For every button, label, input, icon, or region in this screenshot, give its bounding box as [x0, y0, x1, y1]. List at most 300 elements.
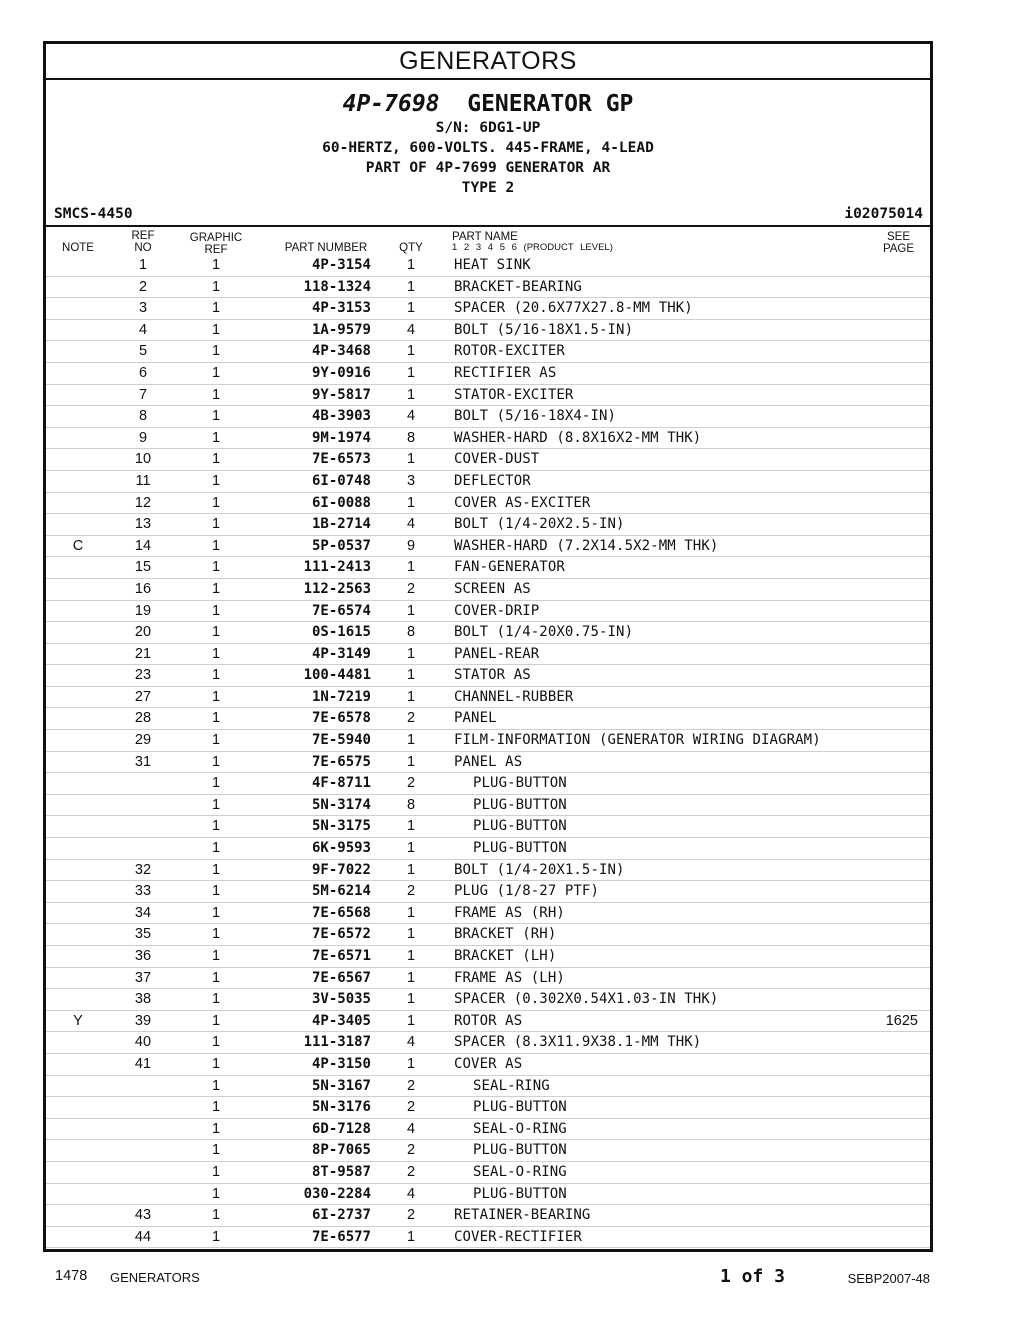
graphic-ref-cell: 1	[211, 1077, 221, 1094]
part-number-cell: 5M-6214	[311, 883, 371, 900]
table-row	[46, 449, 930, 471]
graphic-ref-cell: 1	[211, 321, 221, 338]
table-row	[46, 298, 930, 320]
qty-cell: 1	[406, 688, 416, 705]
part-name-cell: RETAINER-BEARING	[454, 1207, 591, 1224]
ref-no-cell: 21	[134, 645, 152, 662]
graphic-ref-cell: 1	[211, 645, 221, 662]
table-row	[46, 708, 930, 730]
qty-cell: 4	[406, 321, 416, 338]
ref-no-cell: 11	[135, 472, 151, 489]
part-number-cell: 4P-3405	[311, 1012, 371, 1029]
ref-no-cell: 27	[134, 688, 152, 705]
col-qty: QTY	[399, 242, 423, 254]
part-name-cell: PLUG-BUTTON	[473, 775, 567, 792]
qty-cell: 1	[406, 861, 416, 878]
group-part-number: 4P-7698	[342, 91, 440, 117]
table-row	[46, 665, 930, 687]
table-row	[46, 1011, 930, 1033]
table-row	[46, 795, 930, 817]
qty-cell: 1	[406, 926, 416, 943]
part-number-cell: 9Y-0916	[311, 364, 371, 381]
part-name-cell: BRACKET (RH)	[454, 926, 557, 943]
table-row	[46, 752, 930, 774]
graphic-ref-cell: 1	[211, 429, 221, 446]
qty-cell: 4	[406, 1034, 416, 1051]
graphic-ref-cell: 1	[211, 861, 221, 878]
ref-no-cell: 19	[134, 602, 152, 619]
ref-no-cell: 1	[138, 257, 148, 273]
part-number-cell: 7E-6572	[311, 926, 371, 943]
qty-cell: 2	[406, 883, 416, 900]
footer-page-number: 1478	[55, 1268, 88, 1284]
graphic-ref-cell: 1	[211, 343, 221, 360]
ref-no-cell: 39	[134, 1012, 152, 1029]
part-name-cell: BRACKET (LH)	[454, 948, 557, 964]
ref-no-cell: 28	[134, 710, 152, 727]
group-title	[46, 90, 930, 118]
part-number-cell: 6D-7128	[311, 1120, 371, 1137]
table-row	[46, 536, 930, 558]
part-number-cell: 5N-3167	[311, 1077, 371, 1094]
part-number-cell: 4P-3149	[311, 645, 371, 662]
qty-cell: 1	[406, 602, 416, 619]
ref-no-cell: 35	[134, 926, 152, 943]
part-number-cell: 112-2563	[303, 580, 371, 597]
qty-cell: 1	[406, 991, 416, 1008]
graphic-ref-cell: 1	[211, 257, 221, 273]
part-number-cell: 5N-3176	[311, 1099, 371, 1116]
table-row	[46, 1076, 930, 1098]
qty-cell: 1	[406, 300, 416, 317]
table-row	[46, 1227, 930, 1249]
table-row	[46, 363, 930, 385]
graphic-ref-cell: 1	[211, 732, 221, 749]
part-number-cell: 6I-0748	[311, 472, 371, 489]
table-row	[46, 1054, 930, 1076]
col-part-name: PART NAME	[452, 231, 518, 243]
spec-line: 60-HERTZ, 600-VOLTS. 445-FRAME, 4-LEAD	[322, 140, 654, 156]
ref-no-cell: 32	[134, 861, 152, 878]
qty-cell: 2	[406, 1163, 416, 1180]
part-number-cell: 4P-3153	[311, 300, 371, 317]
col-graphic-ref-line1: GRAPHIC	[189, 232, 243, 244]
ref-no-cell: 31	[134, 753, 152, 770]
part-name-cell: COVER-DUST	[454, 451, 540, 468]
graphic-ref-cell: 1	[211, 1120, 221, 1137]
graphic-ref-cell: 1	[211, 1185, 221, 1202]
graphic-ref-cell: 1	[211, 1034, 221, 1051]
graphic-ref-cell: 1	[211, 1012, 221, 1029]
col-ref-no-line2: NO	[134, 242, 152, 254]
qty-cell: 3	[406, 472, 416, 489]
ref-no-cell: 33	[134, 883, 152, 900]
qty-cell: 2	[406, 1099, 416, 1116]
table-row	[46, 838, 930, 860]
note-cell: Y	[73, 1012, 83, 1029]
graphic-ref-cell: 1	[211, 948, 221, 964]
table-row	[46, 968, 930, 990]
part-number-cell: 7E-6567	[311, 969, 371, 986]
part-name-cell: COVER AS-EXCITER	[454, 494, 591, 511]
part-name-cell: COVER-DRIP	[454, 602, 540, 619]
part-name-cell: COVER-RECTIFIER	[454, 1228, 582, 1245]
col-graphic-ref-line2: REF	[204, 244, 228, 256]
table-row	[46, 1162, 930, 1184]
part-name-cell: BOLT (5/16-18X1.5-IN)	[454, 321, 634, 338]
graphic-ref-cell: 1	[211, 969, 221, 986]
serial-number: S/N: 6DG1-UP	[435, 120, 541, 136]
part-name-cell: WASHER-HARD (8.8X16X2-MM THK)	[454, 429, 702, 446]
graphic-ref-cell: 1	[211, 1228, 221, 1245]
part-name-cell: PLUG (1/8-27 PTF)	[454, 883, 599, 900]
graphic-ref-cell: 1	[211, 926, 221, 943]
part-number-cell: 030-2284	[303, 1185, 371, 1202]
part-number-cell: 1A-9579	[311, 321, 371, 338]
part-number-cell: 6I-2737	[311, 1207, 371, 1224]
part-number-cell: 4B-3903	[311, 408, 371, 425]
col-see-page	[876, 231, 921, 255]
table-row	[46, 1140, 930, 1162]
note-cell: C	[72, 537, 84, 554]
graphic-ref-cell: 1	[211, 883, 221, 900]
part-name-cell: PLUG-BUTTON	[473, 1099, 567, 1116]
table-row	[46, 255, 930, 277]
ref-no-cell: 10	[134, 451, 152, 468]
qty-cell: 8	[406, 429, 416, 446]
graphic-ref-cell: 1	[211, 624, 221, 641]
graphic-ref-cell: 1	[211, 559, 221, 576]
qty-cell: 8	[406, 624, 416, 641]
qty-cell: 4	[406, 408, 416, 425]
ref-no-cell: 7	[138, 386, 148, 403]
part-name-cell: ROTOR AS	[454, 1012, 523, 1029]
qty-cell: 1	[406, 386, 416, 403]
graphic-ref-cell: 1	[211, 386, 221, 403]
table-row	[46, 730, 930, 752]
qty-cell: 1	[406, 904, 416, 921]
part-number-cell: 9M-1974	[311, 429, 371, 446]
part-name-cell: HEAT SINK	[454, 257, 531, 273]
table-row	[46, 406, 930, 428]
qty-cell: 2	[406, 1207, 416, 1224]
col-see-page-line2: PAGE	[882, 243, 915, 255]
table-row	[46, 816, 930, 838]
header-divider	[46, 225, 930, 227]
qty-cell: 1	[406, 364, 416, 381]
footer-doc-id: SEBP2007-48	[847, 1271, 930, 1286]
graphic-ref-cell: 1	[211, 472, 221, 489]
part-name-cell: RECTIFIER AS	[454, 364, 557, 381]
qty-cell: 1	[406, 645, 416, 662]
illustration-ref: i02075014	[844, 206, 923, 222]
part-name-cell: DEFLECTOR	[454, 472, 531, 489]
part-number-cell: 7E-6575	[311, 753, 371, 770]
graphic-ref-cell: 1	[211, 580, 221, 597]
footer-page-of: 1 of 3	[720, 1266, 786, 1287]
qty-cell: 2	[406, 775, 416, 792]
part-name-cell: FAN-GENERATOR	[454, 559, 565, 576]
part-name-cell: FRAME AS (LH)	[454, 969, 565, 986]
table-row	[46, 1184, 930, 1206]
part-number-cell: 7E-6574	[311, 602, 371, 619]
ref-no-cell: 4	[138, 321, 148, 338]
table-row	[46, 514, 930, 536]
graphic-ref-cell: 1	[211, 494, 221, 511]
qty-cell: 1	[406, 1012, 416, 1029]
ref-no-cell: 20	[134, 624, 152, 641]
graphic-ref-cell: 1	[211, 451, 221, 468]
smcs-code: SMCS-4450	[54, 206, 133, 222]
ref-no-cell: 36	[134, 948, 152, 964]
table-row	[46, 385, 930, 407]
table-row	[46, 601, 930, 623]
graphic-ref-cell: 1	[211, 775, 221, 792]
ref-no-cell: 41	[134, 1055, 152, 1072]
graphic-ref-cell: 1	[211, 516, 221, 533]
part-number-cell: 7E-6571	[311, 948, 371, 964]
qty-cell: 8	[406, 796, 416, 813]
part-name-cell: PLUG-BUTTON	[473, 796, 567, 813]
ref-no-cell: 43	[134, 1207, 152, 1224]
part-number-cell: 4P-3154	[311, 257, 371, 273]
ref-no-cell: 29	[134, 732, 152, 749]
table-row	[46, 557, 930, 579]
graphic-ref-cell: 1	[211, 1163, 221, 1180]
part-name-cell: SEAL-RING	[473, 1077, 550, 1094]
graphic-ref-cell: 1	[211, 1055, 221, 1072]
part-name-cell: STATOR-EXCITER	[454, 386, 574, 403]
ref-no-cell: 8	[138, 408, 148, 425]
qty-cell: 4	[406, 1120, 416, 1137]
part-number-cell: 5N-3175	[311, 818, 371, 835]
part-number-cell: 7E-6578	[311, 710, 371, 727]
ref-no-cell: 9	[138, 429, 148, 446]
table-row	[46, 860, 930, 882]
table-row	[46, 924, 930, 946]
graphic-ref-cell: 1	[211, 991, 221, 1008]
part-number-cell: 6K-9593	[311, 840, 371, 857]
table-row	[46, 989, 930, 1011]
qty-cell: 1	[406, 451, 416, 468]
table-row	[46, 428, 930, 450]
qty-cell: 4	[406, 1185, 416, 1202]
parts-list-frame	[43, 41, 933, 1252]
graphic-ref-cell: 1	[211, 278, 221, 295]
graphic-ref-cell: 1	[211, 818, 221, 835]
part-number-cell: 7E-6577	[311, 1228, 371, 1245]
ref-no-cell: 16	[134, 580, 152, 597]
col-part-number: PART NUMBER	[284, 242, 368, 254]
table-row	[46, 277, 930, 299]
qty-cell: 1	[406, 732, 416, 749]
qty-cell: 4	[406, 516, 416, 533]
qty-cell: 9	[406, 537, 416, 554]
group-name: GENERATOR GP	[467, 91, 634, 117]
ref-no-cell: 38	[134, 991, 152, 1008]
part-name-cell: STATOR AS	[454, 667, 531, 684]
part-name-cell: PLUG-BUTTON	[473, 840, 567, 857]
graphic-ref-cell: 1	[211, 300, 221, 317]
part-number-cell: 3V-5035	[311, 991, 371, 1008]
table-row	[46, 644, 930, 666]
table-row	[46, 1032, 930, 1054]
qty-cell: 1	[406, 257, 416, 273]
qty-cell: 1	[406, 1228, 416, 1245]
part-name-cell: BOLT (1/4-20X1.5-IN)	[454, 861, 625, 878]
graphic-ref-cell: 1	[211, 1207, 221, 1224]
part-number-cell: 1N-7219	[311, 688, 371, 705]
part-of-line: PART OF 4P-7699 GENERATOR AR	[365, 160, 611, 176]
table-row	[46, 471, 930, 493]
graphic-ref-cell: 1	[211, 796, 221, 813]
qty-cell: 2	[406, 710, 416, 727]
qty-cell: 1	[406, 667, 416, 684]
part-number-cell: 9Y-5817	[311, 386, 371, 403]
part-name-cell: BOLT (1/4-20X2.5-IN)	[454, 516, 625, 533]
col-ref-no	[128, 230, 158, 254]
ref-no-cell: 5	[138, 343, 148, 360]
col-ref-no-line1: REF	[131, 230, 155, 242]
part-number-cell: 5P-0537	[311, 537, 371, 554]
part-number-cell: 7E-6573	[311, 451, 371, 468]
part-name-cell: COVER AS	[454, 1055, 523, 1072]
part-number-cell: 8P-7065	[311, 1142, 371, 1159]
ref-no-cell: 6	[138, 364, 148, 381]
qty-cell: 2	[406, 580, 416, 597]
group-heading	[46, 90, 930, 198]
part-name-cell: PLUG-BUTTON	[473, 1142, 567, 1159]
qty-cell: 1	[406, 1055, 416, 1072]
part-name-cell: SPACER (8.3X11.9X38.1-MM THK)	[454, 1034, 702, 1051]
parts-table	[46, 255, 930, 1248]
part-name-cell: BOLT (5/16-18X4-IN)	[454, 408, 617, 425]
table-row	[46, 773, 930, 795]
graphic-ref-cell: 1	[211, 840, 221, 857]
qty-cell: 1	[406, 343, 416, 360]
table-row	[46, 946, 930, 968]
part-number-cell: 7E-5940	[311, 732, 371, 749]
table-row	[46, 622, 930, 644]
qty-cell: 1	[406, 559, 416, 576]
graphic-ref-cell: 1	[211, 904, 221, 921]
graphic-ref-cell: 1	[211, 537, 221, 554]
ref-no-cell: 34	[134, 904, 152, 921]
part-number-cell: 100-4481	[303, 667, 371, 684]
col-product-level: 1 2 3 4 5 6 (PRODUCT LEVEL)	[452, 242, 613, 253]
part-number-cell: 1B-2714	[311, 516, 371, 533]
part-number-cell: 8T-9587	[311, 1163, 371, 1180]
part-name-cell: SEAL-O-RING	[473, 1163, 567, 1180]
qty-cell: 1	[406, 278, 416, 295]
part-name-cell: PLUG-BUTTON	[473, 1185, 567, 1202]
see-page-cell: 1625	[885, 1012, 918, 1029]
qty-cell: 1	[406, 948, 416, 964]
part-name-cell: WASHER-HARD (7.2X14.5X2-MM THK)	[454, 537, 719, 554]
qty-cell: 1	[406, 494, 416, 511]
part-number-cell: 118-1324	[303, 278, 371, 295]
part-number-cell: 5N-3174	[311, 796, 371, 813]
part-name-cell: BOLT (1/4-20X0.75-IN)	[454, 624, 634, 641]
table-row	[46, 903, 930, 925]
part-name-cell: CHANNEL-RUBBER	[454, 688, 574, 705]
part-name-cell: PLUG-BUTTON	[473, 818, 567, 835]
table-row	[46, 320, 930, 342]
qty-cell: 1	[406, 969, 416, 986]
part-number-cell: 111-3187	[303, 1034, 371, 1051]
part-name-cell: ROTOR-EXCITER	[454, 343, 565, 360]
part-name-cell: FILM-INFORMATION (GENERATOR WIRING DIAGRAM)	[454, 732, 821, 749]
graphic-ref-cell: 1	[211, 1142, 221, 1159]
qty-cell: 1	[406, 840, 416, 857]
col-note: NOTE	[62, 242, 94, 254]
table-row	[46, 687, 930, 709]
graphic-ref-cell: 1	[211, 667, 221, 684]
ref-no-cell: 14	[134, 537, 152, 554]
part-name-cell: PANEL-REAR	[454, 645, 540, 662]
part-number-cell: 7E-6568	[311, 904, 371, 921]
part-name-cell: SCREEN AS	[454, 580, 531, 597]
footer-section: GENERATORS	[110, 1270, 200, 1285]
graphic-ref-cell: 1	[211, 364, 221, 381]
graphic-ref-cell: 1	[211, 602, 221, 619]
part-name-cell: PANEL	[454, 710, 497, 727]
part-number-cell: 6I-0088	[311, 494, 371, 511]
graphic-ref-cell: 1	[211, 1099, 221, 1116]
part-number-cell: 4F-8711	[311, 775, 371, 792]
table-row	[46, 1097, 930, 1119]
graphic-ref-cell: 1	[211, 710, 221, 727]
ref-no-cell: 37	[134, 969, 152, 986]
ref-no-cell: 23	[134, 667, 152, 684]
table-row	[46, 881, 930, 903]
graphic-ref-cell: 1	[211, 408, 221, 425]
ref-no-cell: 12	[134, 494, 152, 511]
part-name-cell: BRACKET-BEARING	[454, 278, 582, 295]
part-name-cell: SPACER (0.302X0.54X1.03-IN THK)	[454, 991, 719, 1008]
ref-no-cell: 2	[138, 278, 148, 295]
graphic-ref-cell: 1	[211, 688, 221, 705]
col-graphic-ref	[186, 232, 246, 256]
qty-cell: 1	[406, 753, 416, 770]
part-name-cell: PANEL AS	[454, 753, 523, 770]
part-name-cell: FRAME AS (RH)	[454, 904, 565, 921]
col-see-page-line1: SEE	[886, 231, 910, 243]
part-number-cell: 111-2413	[303, 559, 371, 576]
part-name-cell: SPACER (20.6X77X27.8-MM THK)	[454, 300, 693, 317]
part-number-cell: 9F-7022	[311, 861, 371, 878]
table-row	[46, 341, 930, 363]
ref-no-cell: 13	[134, 516, 152, 533]
table-row	[46, 579, 930, 601]
part-number-cell: 4P-3150	[311, 1055, 371, 1072]
ref-no-cell: 40	[134, 1034, 152, 1051]
qty-cell: 2	[406, 1077, 416, 1094]
qty-cell: 2	[406, 1142, 416, 1159]
type-line: TYPE 2	[461, 180, 515, 196]
table-row	[46, 493, 930, 515]
table-row	[46, 1119, 930, 1141]
part-name-cell: SEAL-O-RING	[473, 1120, 567, 1137]
graphic-ref-cell: 1	[211, 753, 221, 770]
ref-no-cell: 3	[138, 300, 148, 317]
qty-cell: 1	[406, 818, 416, 835]
ref-no-cell: 44	[134, 1228, 152, 1245]
section-title: GENERATORS	[46, 44, 930, 80]
part-number-cell: 4P-3468	[311, 343, 371, 360]
table-row	[46, 1205, 930, 1227]
ref-no-cell: 15	[134, 559, 152, 576]
